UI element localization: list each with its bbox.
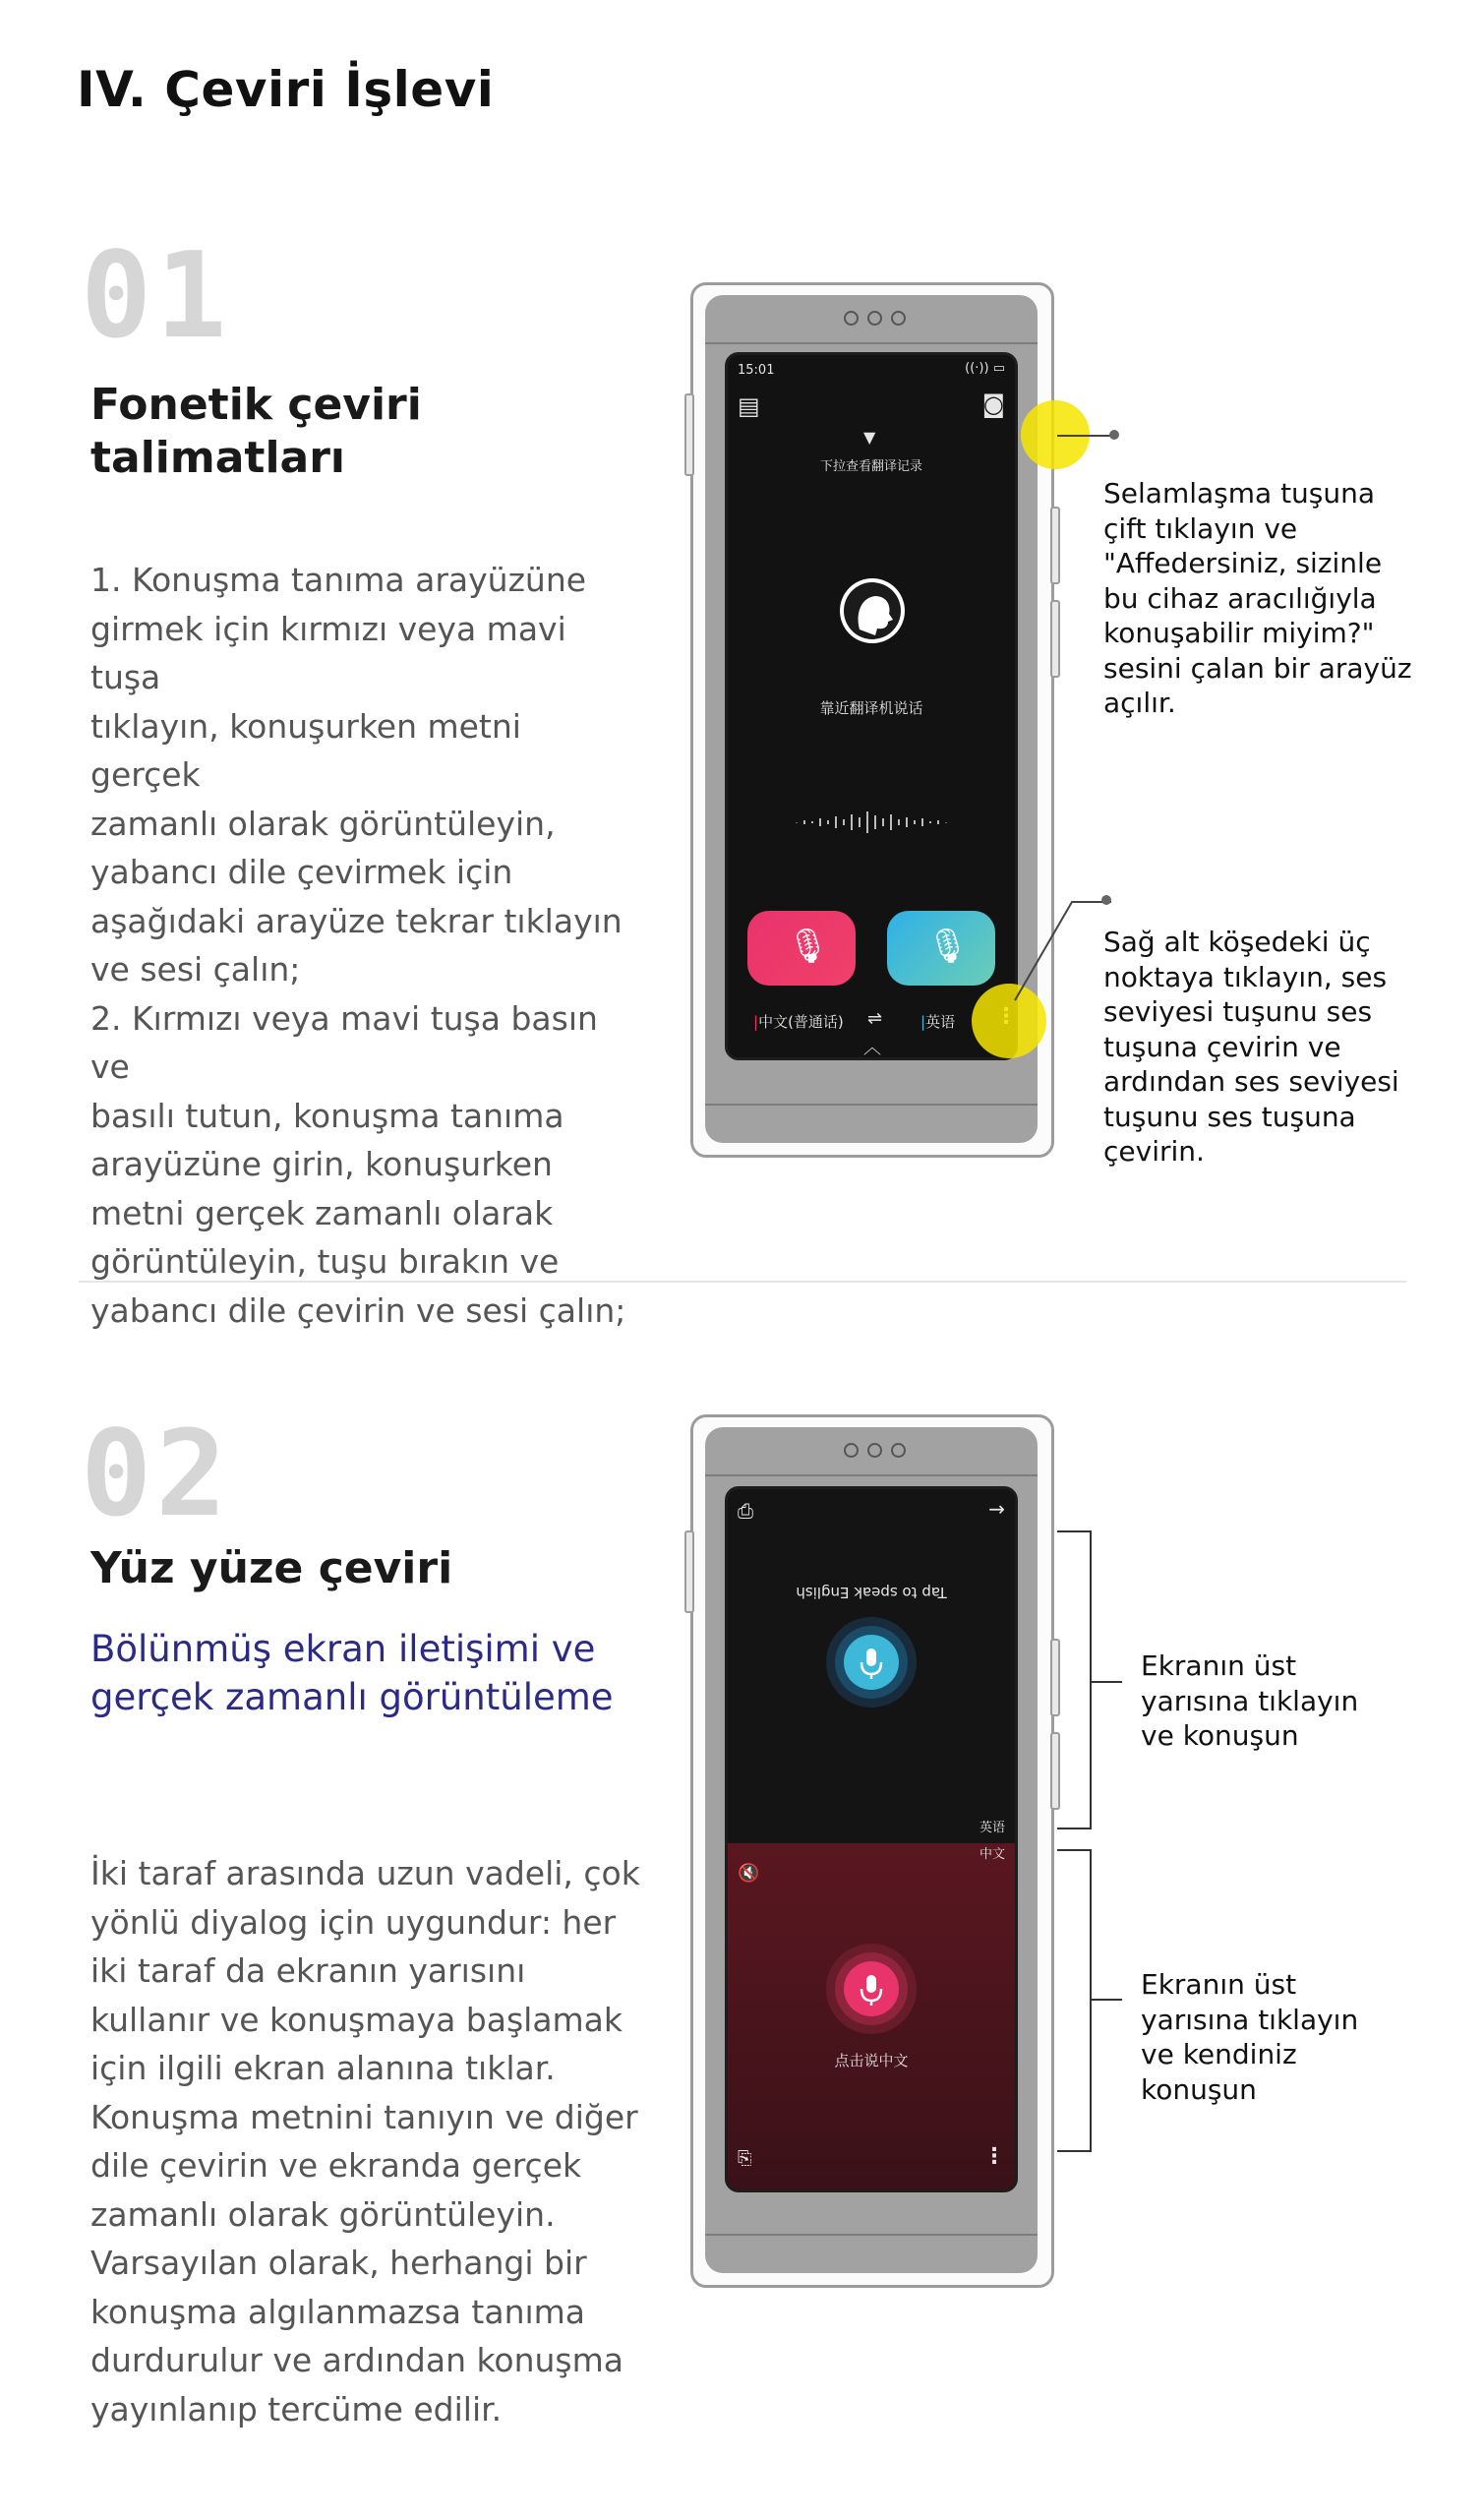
camera-dot (867, 1443, 882, 1458)
side-button (1050, 600, 1060, 678)
record-icon[interactable]: ⎙ (738, 1499, 753, 1523)
bottom-mic-button[interactable] (824, 1942, 919, 2036)
annotation-note: Ekranın üst yarısına tıklayın ve konuşun (1141, 1649, 1359, 1752)
section-title-line: talimatları (90, 433, 346, 483)
pull-down-hint: 下拉查看翻译记录 (819, 459, 922, 474)
bottom-half-area[interactable] (728, 1843, 1015, 2189)
mute-speaker-icon[interactable]: 🔇 (738, 1863, 760, 1884)
camera-icon[interactable]: ◙ (981, 390, 1005, 418)
camera-dot (891, 311, 906, 326)
section-body: 1. Konuşma tanıma arayüzüne girmek için kırmızı veya mavi tuşa tıklayın, konuşurken metni gerçek zamanlı olarak görüntüleyin, yabancı dile çevirmek için aşağıdaki arayüze tekrar tıklayın ve sesi çalın; 2. Kırmızı veya mavi tuşa basın ve basılı tutun, konuşma tanıma arayüzüne girin, konuşurken metni gerçek zamanlı olarak görüntüleyin, tuşu bırakın ve yabancı dile çevirin ve sesi çalın; (90, 561, 626, 1330)
top-mic-button[interactable] (824, 1615, 919, 1709)
language-left-label: 中文(普通话) (758, 1013, 844, 1031)
speaker-head-icon (838, 576, 907, 645)
speak-hint: 靠近翻译机说话 (819, 699, 923, 717)
section-number: 02 (81, 1407, 231, 1543)
section-subtitle: Bölünmüş ekran iletişimi ve gerçek zamanlı görüntüleme (90, 1628, 614, 1718)
blue-mic-button[interactable] (887, 911, 995, 986)
language-left-selector[interactable] (753, 1011, 844, 1032)
translator-device (690, 1414, 1054, 2288)
microphone-icon: 🎙 (787, 927, 830, 966)
waveform-icon (793, 809, 950, 835)
history-icon[interactable]: ▤ (738, 392, 760, 420)
top-half-area[interactable] (728, 1489, 1015, 1843)
side-button (1050, 507, 1060, 584)
record-list-icon[interactable]: ⎘ (738, 2148, 752, 2169)
status-time: 15:01 (738, 363, 775, 378)
leader-dot (1101, 895, 1111, 905)
annotation-note: Ekranın üst yarısına tıklayın ve kendiniz konuşun (1141, 1968, 1359, 2106)
language-right-label: 英语 (925, 1013, 956, 1031)
red-mic-button[interactable] (747, 911, 856, 986)
chevron-up-icon[interactable]: ︿ (863, 1038, 881, 1058)
pull-down-arrow-icon: ▼ (863, 428, 876, 447)
signal-battery-icon: ((·)) ▭ (965, 361, 1005, 376)
section-title-line: Fonetik çeviri (90, 380, 422, 430)
camera-dot (844, 311, 859, 326)
side-button (684, 393, 694, 476)
language-right-selector[interactable] (920, 1011, 955, 1032)
bracket-line (1057, 1529, 1146, 2159)
section-divider (79, 1281, 1406, 1283)
swap-language-button[interactable]: ⇌ (867, 1008, 883, 1029)
camera-dot (867, 311, 882, 326)
more-options-icon[interactable]: ⋮ (983, 2144, 1005, 2169)
camera-dot (891, 1443, 906, 1458)
side-button (684, 1530, 694, 1613)
section-number: 01 (81, 228, 231, 365)
microphone-icon: 🎙 (926, 927, 970, 966)
blue-marker-icon: | (920, 1013, 926, 1031)
bottom-speak-hint: 点击说中文 (834, 2052, 909, 2069)
top-language-label: 英语 (979, 1821, 1005, 1835)
leader-line (1057, 435, 1112, 437)
annotation-note: Selamlaşma tuşuna çift tıklayın ve "Affedersiniz, sizinle bu cihaz aracılığıyla konuşabilir miyim?" sesini çalan bir arayüz açılır. (1103, 477, 1412, 719)
leader-dot (1109, 430, 1119, 440)
page-title: IV. Çeviri İşlevi (77, 61, 495, 118)
top-speak-hint: Tap to speak English (796, 1584, 947, 1601)
camera-dot (844, 1443, 859, 1458)
section-title: Yüz yüze çeviri (90, 1543, 453, 1593)
red-marker-icon: | (753, 1013, 759, 1031)
section-title (90, 379, 422, 485)
device-screen (725, 352, 1018, 1060)
annotation-note: Sağ alt köşedeki üç noktaya tıklayın, ses seviyesi tuşunu ses tuşuna çevirin ve ardından ses seviyesi tuşunu ses tuşuna çevirin. (1103, 926, 1399, 1168)
bottom-language-label: 中文 (979, 1847, 1005, 1862)
section-body: İki taraf arasında uzun vadeli, çok yönlü diyalog için uygundur: her iki taraf da ekranın yarısını kullanır ve konuşmaya başlamak için ilgili ekran alanına tıklar. Konuşma metnini tanıyın ve diğer dile çevirin ve ekranda gerçek zamanlı olarak görüntüleyin. Varsayılan olarak, herhangi bir konuşma algılanmazsa tanıma durdurulur ve ardından konuşma yayınlanıp tercüme edilir. (90, 1854, 640, 2428)
exit-arrow-icon[interactable]: → (988, 1497, 1005, 1521)
device-screen (725, 1486, 1018, 2192)
